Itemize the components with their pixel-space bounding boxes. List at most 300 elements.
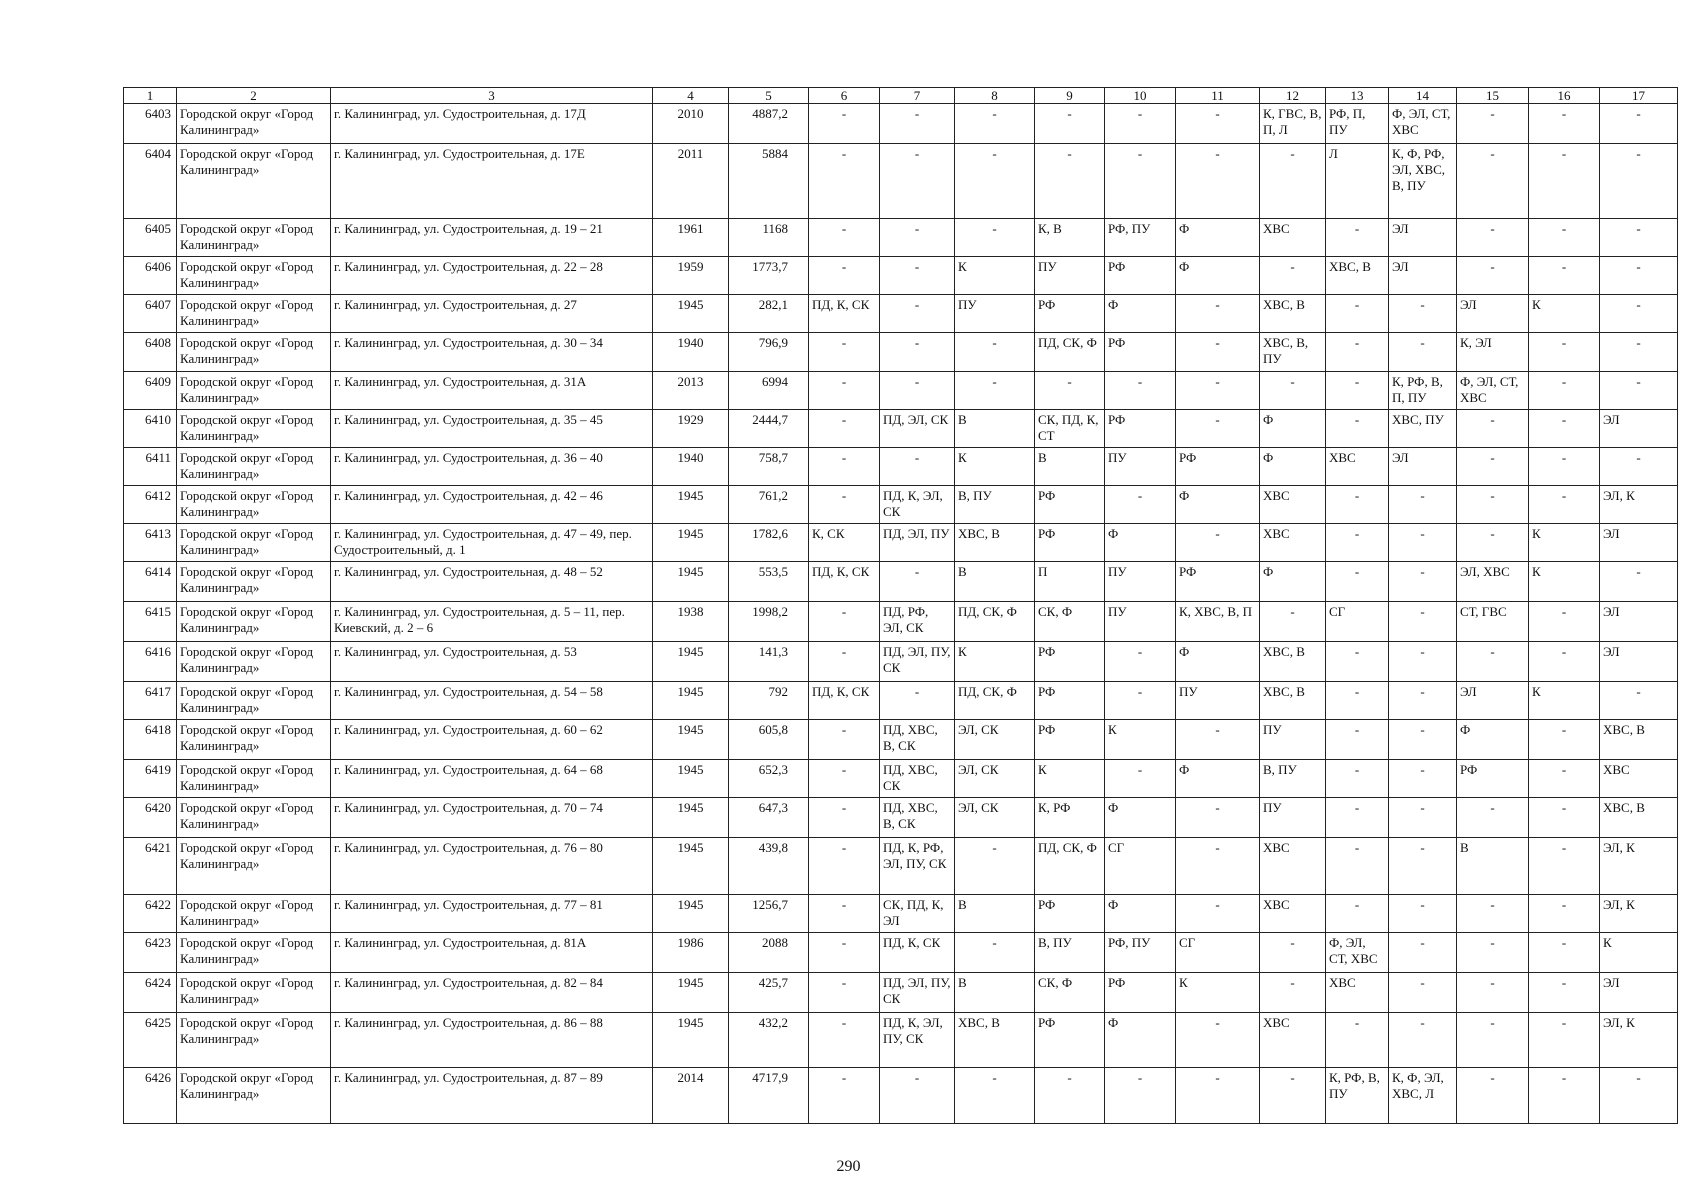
table-cell: 6410 xyxy=(124,410,177,448)
table-cell: ПД, К, ЭЛ, СК xyxy=(880,486,955,524)
table-cell: ПУ xyxy=(1260,798,1326,838)
table-row xyxy=(124,642,1678,682)
table-cell: - xyxy=(1457,642,1529,682)
table-cell: - xyxy=(809,798,880,838)
table-cell: РФ xyxy=(1105,257,1176,295)
table-cell: РФ xyxy=(1035,720,1105,760)
table-cell: - xyxy=(1176,410,1260,448)
table-cell: Городской округ «Город Калининград» xyxy=(177,760,331,798)
table-cell: Ф xyxy=(1260,562,1326,602)
table-row xyxy=(124,895,1678,933)
table-cell: - xyxy=(1529,895,1600,933)
table-cell: - xyxy=(1457,973,1529,1013)
table-cell: 2013 xyxy=(653,372,729,410)
register-table xyxy=(123,87,1678,1124)
table-cell: - xyxy=(1529,372,1600,410)
table-cell: РФ xyxy=(1035,642,1105,682)
column-number-header: 12 xyxy=(1260,88,1326,104)
table-cell: - xyxy=(1389,895,1457,933)
table-cell: ЭЛ xyxy=(1600,642,1678,682)
table-cell: 5884 xyxy=(729,144,809,219)
table-cell: ХВС xyxy=(1260,219,1326,257)
table-cell: - xyxy=(809,104,880,144)
table-cell: г. Калининград, ул. Судостроительная, д. 81А xyxy=(331,933,653,973)
table-cell: 1938 xyxy=(653,602,729,642)
table-cell: - xyxy=(1389,1013,1457,1068)
table-cell: - xyxy=(1529,410,1600,448)
table-cell: - xyxy=(809,642,880,682)
column-number-header: 10 xyxy=(1105,88,1176,104)
table-cell: - xyxy=(1326,682,1389,720)
table-cell: - xyxy=(1326,720,1389,760)
table-cell: - xyxy=(1326,838,1389,895)
table-cell: К, РФ xyxy=(1035,798,1105,838)
table-cell: - xyxy=(1326,760,1389,798)
table-cell: - xyxy=(1035,1068,1105,1124)
table-row xyxy=(124,104,1678,144)
table-cell: - xyxy=(809,838,880,895)
table-cell: - xyxy=(955,144,1035,219)
table-cell: - xyxy=(955,333,1035,372)
table-cell: - xyxy=(1105,1068,1176,1124)
table-cell: г. Калининград, ул. Судостроительная, д. 77 – 81 xyxy=(331,895,653,933)
table-cell: Ф xyxy=(1176,760,1260,798)
table-cell: П xyxy=(1035,562,1105,602)
table-cell: - xyxy=(1600,257,1678,295)
table-cell: В xyxy=(1035,448,1105,486)
table-cell: г. Калининград, ул. Судостроительная, д. 30 – 34 xyxy=(331,333,653,372)
table-cell: - xyxy=(1529,219,1600,257)
table-cell: Городской округ «Город Калининград» xyxy=(177,973,331,1013)
table-cell: 6414 xyxy=(124,562,177,602)
table-cell: - xyxy=(1389,642,1457,682)
table-cell: - xyxy=(1105,682,1176,720)
table-cell: ПД, СК, Ф xyxy=(955,682,1035,720)
table-cell: ПД, ЭЛ, ПУ xyxy=(880,524,955,562)
table-cell: - xyxy=(880,257,955,295)
table-cell: 6416 xyxy=(124,642,177,682)
table-cell: - xyxy=(1389,720,1457,760)
table-cell: Городской округ «Город Калининград» xyxy=(177,798,331,838)
table-cell: - xyxy=(1600,372,1678,410)
table-cell: ПД, ХВС, В, СК xyxy=(880,720,955,760)
table-cell: В xyxy=(1457,838,1529,895)
table-cell: В xyxy=(955,895,1035,933)
table-row xyxy=(124,410,1678,448)
table-cell: К xyxy=(1105,720,1176,760)
table-cell: 4887,2 xyxy=(729,104,809,144)
table-cell: - xyxy=(1600,219,1678,257)
table-cell: РФ xyxy=(1035,1013,1105,1068)
table-cell: - xyxy=(1326,524,1389,562)
table-cell: ХВС, В xyxy=(1260,682,1326,720)
table-cell: 1945 xyxy=(653,720,729,760)
table-cell: - xyxy=(1389,973,1457,1013)
table-cell: - xyxy=(1389,798,1457,838)
table-cell: Городской округ «Город Калининград» xyxy=(177,410,331,448)
table-cell: К xyxy=(1529,524,1600,562)
table-cell: 432,2 xyxy=(729,1013,809,1068)
table-cell: ЭЛ, СК xyxy=(955,760,1035,798)
table-cell: - xyxy=(1389,682,1457,720)
table-cell: Ф, ЭЛ, СТ, ХВС xyxy=(1389,104,1457,144)
table-cell: К xyxy=(1529,682,1600,720)
table-cell: - xyxy=(1529,448,1600,486)
table-cell: ПУ xyxy=(955,295,1035,333)
table-cell: РФ, ПУ xyxy=(1105,933,1176,973)
table-cell: ХВС xyxy=(1260,524,1326,562)
table-cell: - xyxy=(1326,295,1389,333)
table-cell: г. Калининград, ул. Судостроительная, д. 76 – 80 xyxy=(331,838,653,895)
table-cell: К xyxy=(1529,562,1600,602)
table-cell: - xyxy=(1457,257,1529,295)
table-cell: г. Калининград, ул. Судостроительная, д. 70 – 74 xyxy=(331,798,653,838)
table-cell: - xyxy=(1389,602,1457,642)
table-cell: - xyxy=(880,333,955,372)
table-cell: В xyxy=(955,562,1035,602)
table-cell: - xyxy=(1600,562,1678,602)
table-cell: К, Ф, ЭЛ, ХВС, Л xyxy=(1389,1068,1457,1124)
table-cell: 758,7 xyxy=(729,448,809,486)
column-number-header: 7 xyxy=(880,88,955,104)
table-cell: 6420 xyxy=(124,798,177,838)
table-cell: Ф, ЭЛ, СТ, ХВС xyxy=(1326,933,1389,973)
table-cell: РФ xyxy=(1035,895,1105,933)
table-cell: РФ xyxy=(1176,562,1260,602)
table-cell: - xyxy=(1105,642,1176,682)
table-cell: - xyxy=(1457,104,1529,144)
table-cell: - xyxy=(809,720,880,760)
table-cell: - xyxy=(1529,1013,1600,1068)
table-cell: - xyxy=(1389,838,1457,895)
table-cell: - xyxy=(809,973,880,1013)
table-cell: - xyxy=(1529,1068,1600,1124)
table-cell: К, ХВС, В, П xyxy=(1176,602,1260,642)
table-cell: - xyxy=(955,372,1035,410)
table-cell: г. Калининград, ул. Судостроительная, д. 17Е xyxy=(331,144,653,219)
table-cell: ХВС xyxy=(1326,973,1389,1013)
table-cell: ХВС xyxy=(1260,1013,1326,1068)
table-cell: 6406 xyxy=(124,257,177,295)
table-cell: Л xyxy=(1326,144,1389,219)
table-cell: - xyxy=(809,333,880,372)
table-cell: - xyxy=(809,448,880,486)
table-cell: - xyxy=(1105,372,1176,410)
table-cell: 1959 xyxy=(653,257,729,295)
table-cell: - xyxy=(1457,798,1529,838)
table-cell: - xyxy=(1035,144,1105,219)
table-cell: К xyxy=(1176,973,1260,1013)
table-cell: - xyxy=(955,838,1035,895)
table-cell: В, ПУ xyxy=(1260,760,1326,798)
table-cell: Городской округ «Город Калининград» xyxy=(177,257,331,295)
table-cell: г. Калининград, ул. Судостроительная, д. 53 xyxy=(331,642,653,682)
table-cell: ПД, К, СК xyxy=(809,562,880,602)
table-cell: Городской округ «Город Калининград» xyxy=(177,642,331,682)
table-cell: 6409 xyxy=(124,372,177,410)
table-cell: - xyxy=(1176,524,1260,562)
table-cell: - xyxy=(1529,602,1600,642)
table-cell: ЭЛ xyxy=(1457,682,1529,720)
table-cell: г. Калининград, ул. Судостроительная, д. 54 – 58 xyxy=(331,682,653,720)
table-cell: ЭЛ, К xyxy=(1600,1013,1678,1068)
table-cell: - xyxy=(809,219,880,257)
table-cell: - xyxy=(1105,144,1176,219)
table-cell: ПД, К, СК xyxy=(809,295,880,333)
table-cell: 6425 xyxy=(124,1013,177,1068)
table-row xyxy=(124,524,1678,562)
table-row xyxy=(124,257,1678,295)
table-cell: 6417 xyxy=(124,682,177,720)
table-cell: ХВС xyxy=(1260,486,1326,524)
table-cell: г. Калининград, ул. Судостроительная, д. 17Д xyxy=(331,104,653,144)
table-cell: Городской округ «Город Калининград» xyxy=(177,838,331,895)
column-number-header: 2 xyxy=(177,88,331,104)
table-cell: 6994 xyxy=(729,372,809,410)
table-cell: ЭЛ xyxy=(1389,257,1457,295)
table-cell: г. Калининград, ул. Судостроительная, д. 42 – 46 xyxy=(331,486,653,524)
table-cell: РФ xyxy=(1035,295,1105,333)
table-cell: - xyxy=(1326,642,1389,682)
table-cell: - xyxy=(1105,760,1176,798)
table-cell: Городской округ «Город Калининград» xyxy=(177,333,331,372)
table-cell: - xyxy=(1326,219,1389,257)
table-cell: СГ xyxy=(1326,602,1389,642)
table-cell: - xyxy=(1260,973,1326,1013)
table-cell: СК, Ф xyxy=(1035,973,1105,1013)
table-cell: ХВС, ПУ xyxy=(1389,410,1457,448)
table-cell: Городской округ «Город Калининград» xyxy=(177,895,331,933)
table-cell: ХВС, В xyxy=(1326,257,1389,295)
table-cell: 2011 xyxy=(653,144,729,219)
column-number-row xyxy=(124,88,1678,104)
table-cell: г. Калининград, ул. Судостроительная, д. 27 xyxy=(331,295,653,333)
table-row xyxy=(124,973,1678,1013)
table-cell: - xyxy=(1105,486,1176,524)
table-cell: - xyxy=(809,895,880,933)
table-cell: Городской округ «Город Калининград» xyxy=(177,682,331,720)
table-cell: 1929 xyxy=(653,410,729,448)
table-cell: 6424 xyxy=(124,973,177,1013)
table-cell: - xyxy=(1260,144,1326,219)
table-cell: ПД, ЭЛ, ПУ, СК xyxy=(880,973,955,1013)
column-number-header: 17 xyxy=(1600,88,1678,104)
table-cell: - xyxy=(1326,562,1389,602)
table-cell: РФ, ПУ xyxy=(1105,219,1176,257)
table-cell: ПД, ЭЛ, ПУ, СК xyxy=(880,642,955,682)
table-cell: ПУ xyxy=(1260,720,1326,760)
table-cell: - xyxy=(880,372,955,410)
table-cell: ПД, СК, Ф xyxy=(1035,333,1105,372)
table-cell: - xyxy=(1326,798,1389,838)
table-cell: 1945 xyxy=(653,295,729,333)
table-row xyxy=(124,486,1678,524)
table-cell: - xyxy=(1600,1068,1678,1124)
table-cell: - xyxy=(1600,104,1678,144)
table-cell: 1945 xyxy=(653,760,729,798)
table-cell: 6411 xyxy=(124,448,177,486)
table-cell: РФ xyxy=(1035,486,1105,524)
table-cell: 1945 xyxy=(653,798,729,838)
table-row xyxy=(124,682,1678,720)
table-cell: г. Калининград, ул. Судостроительная, д. 47 – 49, пер. Судостроительный, д. 1 xyxy=(331,524,653,562)
table-cell: РФ xyxy=(1105,410,1176,448)
table-cell: - xyxy=(1600,448,1678,486)
column-number-header: 14 xyxy=(1389,88,1457,104)
table-cell: 6421 xyxy=(124,838,177,895)
table-cell: - xyxy=(1389,760,1457,798)
table-cell: 2088 xyxy=(729,933,809,973)
table-cell: - xyxy=(809,602,880,642)
table-row xyxy=(124,760,1678,798)
table-row xyxy=(124,933,1678,973)
table-cell: 1986 xyxy=(653,933,729,973)
table-cell: 553,5 xyxy=(729,562,809,602)
table-cell: - xyxy=(1176,838,1260,895)
table-cell: г. Калининград, ул. Судостроительная, д. 35 – 45 xyxy=(331,410,653,448)
table-cell: - xyxy=(1176,295,1260,333)
table-cell: - xyxy=(1457,524,1529,562)
table-cell: 1945 xyxy=(653,1013,729,1068)
table-cell: 6426 xyxy=(124,1068,177,1124)
table-cell: РФ xyxy=(1105,333,1176,372)
table-cell: - xyxy=(1389,933,1457,973)
table-cell: 1945 xyxy=(653,642,729,682)
table-cell: г. Калининград, ул. Судостроительная, д. 5 – 11, пер. Киевский, д. 2 – 6 xyxy=(331,602,653,642)
table-cell: РФ, П, ПУ xyxy=(1326,104,1389,144)
table-cell: ПУ xyxy=(1176,682,1260,720)
table-cell: - xyxy=(1529,720,1600,760)
table-cell: В, ПУ xyxy=(1035,933,1105,973)
table-cell: ЭЛ, СК xyxy=(955,798,1035,838)
table-row xyxy=(124,562,1678,602)
table-cell: 1945 xyxy=(653,895,729,933)
table-cell: РФ xyxy=(1105,973,1176,1013)
table-cell: К, Ф, РФ, ЭЛ, ХВС, В, ПУ xyxy=(1389,144,1457,219)
table-cell: 1945 xyxy=(653,682,729,720)
table-cell: Городской округ «Город Калининград» xyxy=(177,219,331,257)
table-cell: ПД, К, СК xyxy=(880,933,955,973)
table-cell: 647,3 xyxy=(729,798,809,838)
table-cell: 2010 xyxy=(653,104,729,144)
table-cell: ХВС, В, ПУ xyxy=(1260,333,1326,372)
table-cell: 6404 xyxy=(124,144,177,219)
table-cell: - xyxy=(1326,372,1389,410)
table-cell: СК, Ф xyxy=(1035,602,1105,642)
table-row xyxy=(124,798,1678,838)
table-cell: 1256,7 xyxy=(729,895,809,933)
table-cell: - xyxy=(1260,257,1326,295)
table-cell: ХВС, В xyxy=(955,1013,1035,1068)
table-cell: - xyxy=(1176,104,1260,144)
table-cell: РФ xyxy=(1176,448,1260,486)
table-cell: - xyxy=(809,760,880,798)
table-cell: ЭЛ xyxy=(1389,448,1457,486)
column-number-header: 4 xyxy=(653,88,729,104)
table-cell: 792 xyxy=(729,682,809,720)
table-cell: - xyxy=(955,933,1035,973)
table-cell: ХВС xyxy=(1326,448,1389,486)
table-cell: К, РФ, В, ПУ xyxy=(1326,1068,1389,1124)
table-cell: К xyxy=(1529,295,1600,333)
table-row xyxy=(124,219,1678,257)
table-cell: - xyxy=(880,144,955,219)
table-cell: - xyxy=(1457,448,1529,486)
table-row xyxy=(124,838,1678,895)
table-cell: 6407 xyxy=(124,295,177,333)
table-cell: г. Калининград, ул. Судостроительная, д. 48 – 52 xyxy=(331,562,653,602)
table-cell: 1940 xyxy=(653,448,729,486)
table-cell: - xyxy=(809,1013,880,1068)
table-cell: - xyxy=(809,257,880,295)
table-cell: - xyxy=(1260,933,1326,973)
table-cell: ЭЛ, К xyxy=(1600,486,1678,524)
column-number-header: 6 xyxy=(809,88,880,104)
table-cell: 1998,2 xyxy=(729,602,809,642)
table-cell: ХВС, В xyxy=(955,524,1035,562)
table-cell: - xyxy=(1529,798,1600,838)
table-cell: 1945 xyxy=(653,524,729,562)
table-cell: - xyxy=(1326,1013,1389,1068)
table-cell: - xyxy=(880,104,955,144)
table-cell: 6408 xyxy=(124,333,177,372)
table-cell: - xyxy=(1326,486,1389,524)
table-cell: Ф xyxy=(1176,257,1260,295)
table-cell: - xyxy=(1457,486,1529,524)
table-row xyxy=(124,1068,1678,1124)
table-cell: Ф xyxy=(1176,642,1260,682)
table-cell: - xyxy=(1260,1068,1326,1124)
table-cell: - xyxy=(955,104,1035,144)
table-cell: - xyxy=(1457,144,1529,219)
table-cell: Ф xyxy=(1260,448,1326,486)
table-cell: - xyxy=(1176,798,1260,838)
table-cell: - xyxy=(1389,562,1457,602)
table-cell: - xyxy=(1457,895,1529,933)
table-cell: 6423 xyxy=(124,933,177,973)
table-cell: ЭЛ, ХВС xyxy=(1457,562,1529,602)
table-cell: К xyxy=(955,448,1035,486)
table-cell: Городской округ «Город Калининград» xyxy=(177,602,331,642)
table-cell: 1945 xyxy=(653,973,729,1013)
column-number-header: 11 xyxy=(1176,88,1260,104)
table-cell: 761,2 xyxy=(729,486,809,524)
table-cell: Городской округ «Город Калининград» xyxy=(177,144,331,219)
table-cell: 1961 xyxy=(653,219,729,257)
table-cell: - xyxy=(1529,104,1600,144)
table-cell: К xyxy=(955,642,1035,682)
table-row xyxy=(124,295,1678,333)
table-cell: 6418 xyxy=(124,720,177,760)
column-number-header: 1 xyxy=(124,88,177,104)
table-cell: - xyxy=(1529,933,1600,973)
table-cell: - xyxy=(880,219,955,257)
table-cell: ПД, ЭЛ, СК xyxy=(880,410,955,448)
table-cell: СГ xyxy=(1176,933,1260,973)
table-cell: - xyxy=(1389,295,1457,333)
table-cell: - xyxy=(880,448,955,486)
table-cell: г. Калининград, ул. Судостроительная, д. 22 – 28 xyxy=(331,257,653,295)
table-cell: ПД, ХВС, СК xyxy=(880,760,955,798)
column-number-header: 9 xyxy=(1035,88,1105,104)
table-cell: 6419 xyxy=(124,760,177,798)
table-cell: - xyxy=(1389,486,1457,524)
table-cell: В xyxy=(955,410,1035,448)
table-cell: - xyxy=(1529,257,1600,295)
table-cell: К, СК xyxy=(809,524,880,562)
table-cell: К, РФ, В, П, ПУ xyxy=(1389,372,1457,410)
table-cell: Городской округ «Город Калининград» xyxy=(177,524,331,562)
